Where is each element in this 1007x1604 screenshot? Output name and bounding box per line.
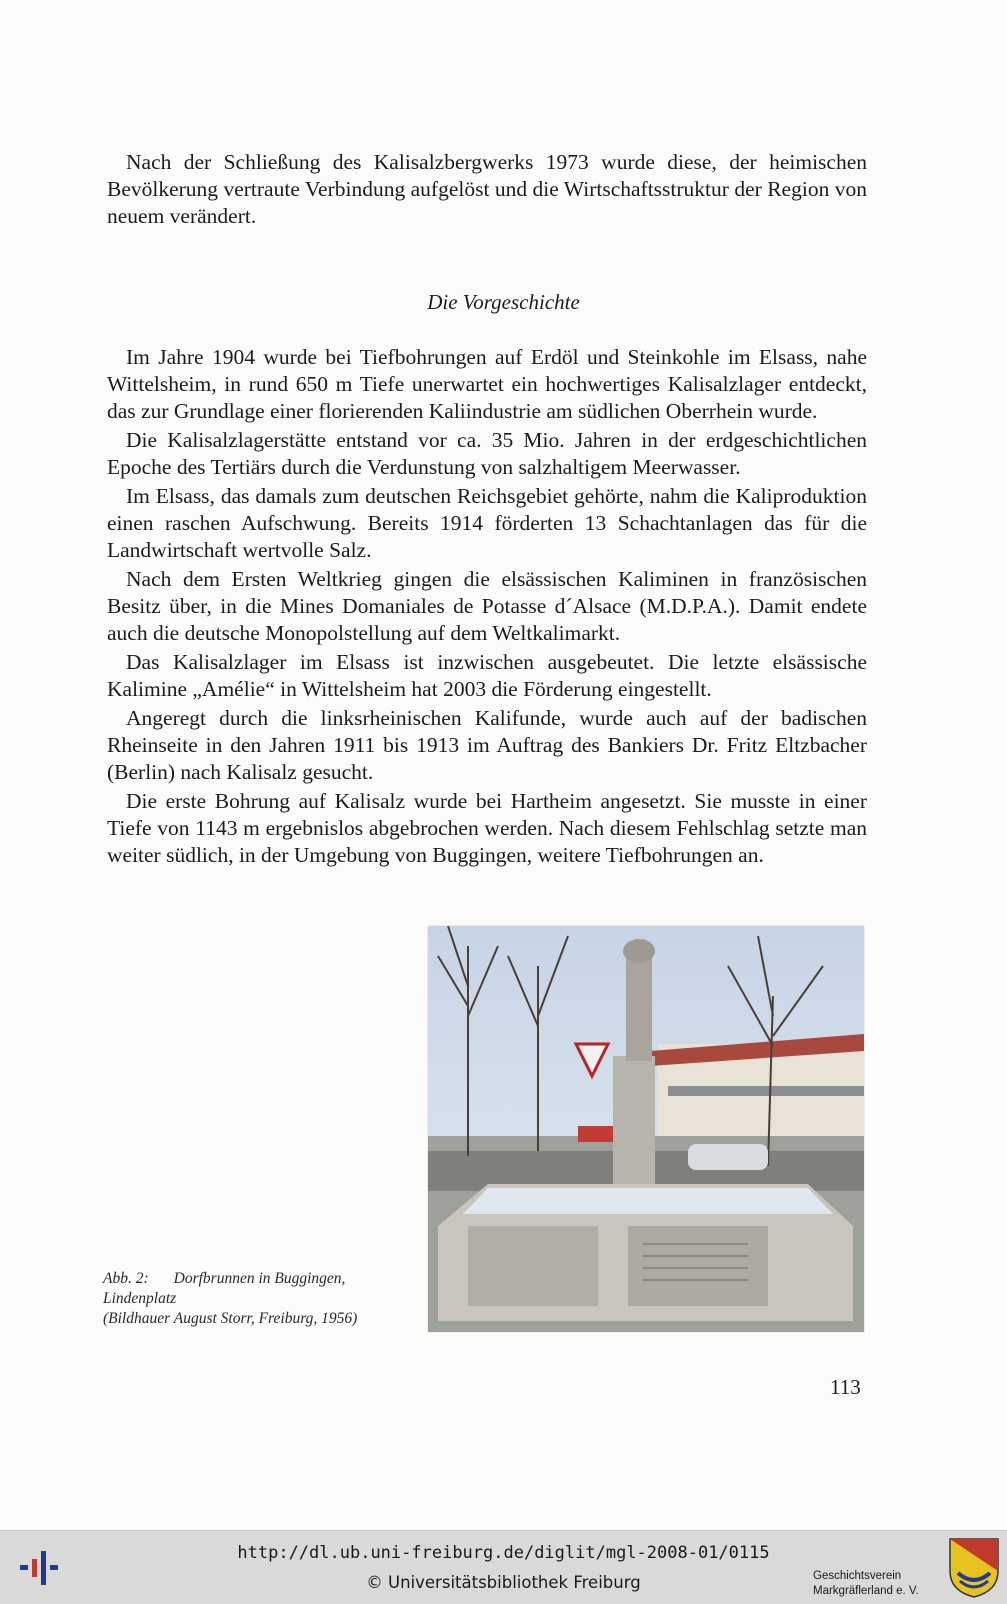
body-paragraph: Im Elsass, das damals zum deutschen Reichsgebiet gehörte, nahm die Kaliproduktion einen raschen Aufschwung. Bereits 1914 förderten 13 Schachtanlagen das für die Landwirtschaft wertvolle Salz.: [107, 484, 867, 562]
society-line: Geschichtsverein: [813, 1570, 902, 1582]
body-paragraph: Die erste Bohrung auf Kalisalz wurde bei Hartheim angesetzt. Sie musste in einer Tiefe von 1143 m ergebnislos abgebrochen werden. Nach diesem Fehlschlag setzte man weiter südlich, in der Umgebung von Buggingen, weitere Tiefbohrungen an.: [107, 789, 867, 867]
caption-line: Lindenplatz: [103, 1290, 177, 1307]
body-paragraph: Nach dem Ersten Weltkrieg gingen die elsässischen Kaliminen in französischen Besitz über, in die Mines Domaniales de Potasse d´Alsace (M.D.P.A.). Damit endete auch die deutsche Monopolstellung auf dem Weltkalimarkt.: [107, 567, 867, 645]
page-number: 113: [830, 1375, 861, 1399]
body-paragraph: Das Kalisalzlager im Elsass ist inzwischen ausgebeutet. Die letzte elsässische Kalimine „Amélie“ in Wittelsheim hat 2003 die Förderung eingestellt.: [107, 650, 867, 701]
intro-paragraph: Nach der Schließung des Kalisalzbergwerks 1973 wurde diese, der heimischen Bevölkerung vertraute Verbindung aufgelöst und die Wirtschaftsstruktur der Region von neuem verändert.: [107, 150, 867, 228]
body-paragraph: Die Kalisalzlagerstätte entstand vor ca. 35 Mio. Jahren in der erdgeschichtlichen Epoche des Tertiärs durch die Verdunstung von salzhaltigem Meerwasser.: [107, 428, 867, 479]
caption-line: (Bildhauer August Storr, Freiburg, 1956): [103, 1310, 358, 1327]
figure-label: Abb. 2:: [103, 1270, 149, 1287]
fountain-photo: [428, 926, 864, 1332]
society-name: [813, 1569, 919, 1599]
section-heading: Die Vorgeschichte: [427, 290, 580, 314]
copyright-notice: © Universitätsbibliothek Freiburg: [366, 1573, 641, 1592]
society-line: Markgräflerland e. V.: [813, 1585, 919, 1597]
figure-caption: [103, 1269, 433, 1329]
caption-row: [103, 1269, 433, 1289]
caption-line: Dorfbrunnen in Buggingen,: [173, 1270, 346, 1287]
body-paragraph: Im Jahre 1904 wurde bei Tiefbohrungen auf Erdöl und Steinkohle im Elsass, nahe Wittelsheim, in rund 650 m Tiefe unerwartet ein hochwertiges Kalisalzlager entdeckt, das zur Grundlage einer florierenden Kaliindustrie am südlichen Oberrhein wurde.: [107, 345, 867, 423]
section-body: [107, 344, 867, 871]
intro-text: [107, 149, 867, 230]
body-paragraph: Angeregt durch die linksrheinischen Kalifunde, wurde auch auf der badischen Rheinseite in den Jahren 1911 bis 1913 im Auftrag des Bankiers Dr. Fritz Eltzbacher (Berlin) nach Kalisalz gesucht.: [107, 706, 867, 784]
source-url[interactable]: http://dl.ub.uni-freiburg.de/diglit/mgl-2008-01/0115: [237, 1543, 770, 1563]
library-footer: [0, 1530, 1007, 1604]
coat-of-arms-icon: [948, 1537, 1000, 1599]
